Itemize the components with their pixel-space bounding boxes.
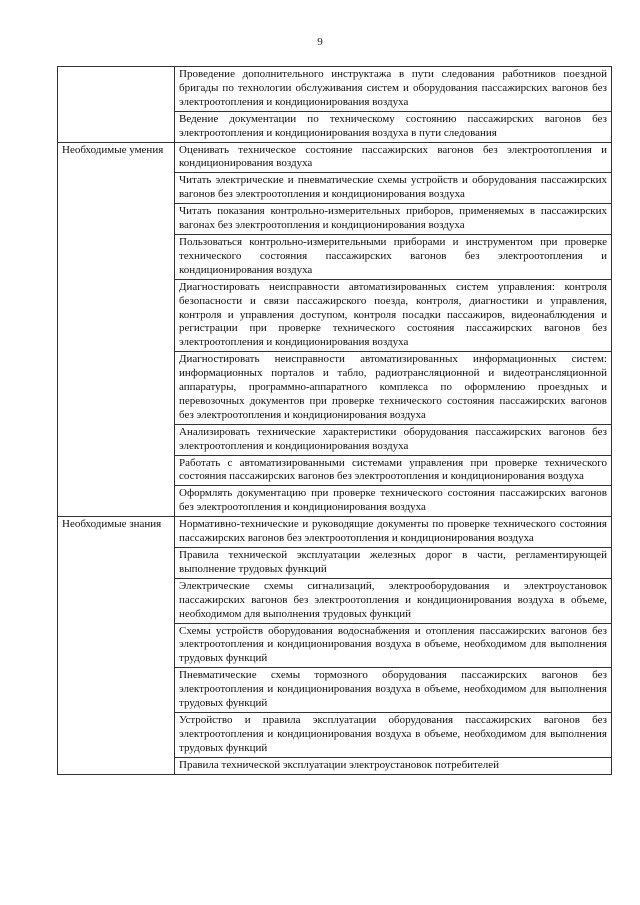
knowledge-item: Электрические схемы сигнализаций, электрооборудования и электроустановок пассажирских вагонов без электроотопления и кондиционирования воздуха в объеме, необходимом для выполнения трудовых функций <box>175 578 612 623</box>
requirements-table <box>57 66 612 775</box>
skill-item: Работать с автоматизированными системами управления при проверке технического состояния пассажирских вагонов без электроотопления и кондиционирования воздуха <box>175 455 612 486</box>
skill-item: Пользоваться контрольно-измерительными приборами и инструментом при проверке технического состояния пассажирских вагонов без электроотопления и кондиционирования воздуха <box>175 234 612 279</box>
table-cell: Ведение документации по техническому состоянию пассажирских вагонов без электроотопления и кондиционирования воздуха в пути следования <box>175 111 612 142</box>
label-cell-empty <box>58 67 175 143</box>
knowledge-item: Устройство и правила эксплуатации оборудования пассажирских вагонов без электроотопления и кондиционирования воздуха в объеме, необходимом для выполнения трудовых функций <box>175 712 612 757</box>
skill-item: Оформлять документацию при проверке технического состояния пассажирских вагонов без электроотопления и кондиционирования воздуха <box>175 486 612 517</box>
knowledge-item: Правила технической эксплуатации железных дорог в части, регламентирующей выполнение трудовых функций <box>175 548 612 579</box>
table-row <box>58 142 612 173</box>
knowledge-label: Необходимые знания <box>58 517 175 774</box>
knowledge-item: Нормативно-технические и руководящие документы по проверке технического состояния пассажирских вагонов без электроотопления и кондиционирования воздуха <box>175 517 612 548</box>
knowledge-item: Схемы устройств оборудования водоснабжения и отопления пассажирских вагонов без электроотопления и кондиционирования воздуха в объеме, необходимом для выполнения трудовых функций <box>175 623 612 668</box>
knowledge-item: Пневматические схемы тормозного оборудования пассажирских вагонов без электроотопления и кондиционирования воздуха в объеме, необходимом для выполнения трудовых функций <box>175 668 612 713</box>
skill-item: Диагностировать неисправности автоматизированных систем управления: контроля безопасности и связи пассажирского поезда, контроля, диагностики и управления, контроля и управления доступом, контроля посадки пассажиров, видеонаблюдения и регистрации при проверке технического состояния пассажирских вагонов без электроотопления и кондиционирования воздуха <box>175 279 612 352</box>
skill-item: Диагностировать неисправности автоматизированных информационных систем: информационных порталов и табло, радиотрансляционной и видеотрансляционной аппаратуры, программно-аппаратного комплекса по оформлению проездных и перевозочных документов при проверке технического состояния пассажирских вагонов без электроотопления и кондиционирования воздуха <box>175 352 612 425</box>
page-number: 9 <box>317 36 323 48</box>
knowledge-item: Правила технической эксплуатации электроустановок потребителей <box>175 757 612 774</box>
skill-item: Читать показания контрольно-измерительных приборов, применяемых в пассажирских вагонах без электроотопления и кондиционирования воздуха <box>175 204 612 235</box>
skill-item: Читать электрические и пневматические схемы устройств и оборудования пассажирских вагонов без электроотопления и кондиционирования воздуха <box>175 173 612 204</box>
skill-item: Оценивать техническое состояние пассажирских вагонов без электроотопления и кондиционирования воздуха <box>175 142 612 173</box>
skill-item: Анализировать технические характеристики оборудования пассажирских вагонов без электроотопления и кондиционирования воздуха <box>175 424 612 455</box>
skills-label: Необходимые умения <box>58 142 175 517</box>
table-cell: Проведение дополнительного инструктажа в пути следования работников поездной бригады по технологии обслуживания систем и оборудования пассажирских вагонов без электроотопления и кондиционирования воздуха <box>175 67 612 112</box>
table-row <box>58 67 612 112</box>
table-row <box>58 517 612 548</box>
